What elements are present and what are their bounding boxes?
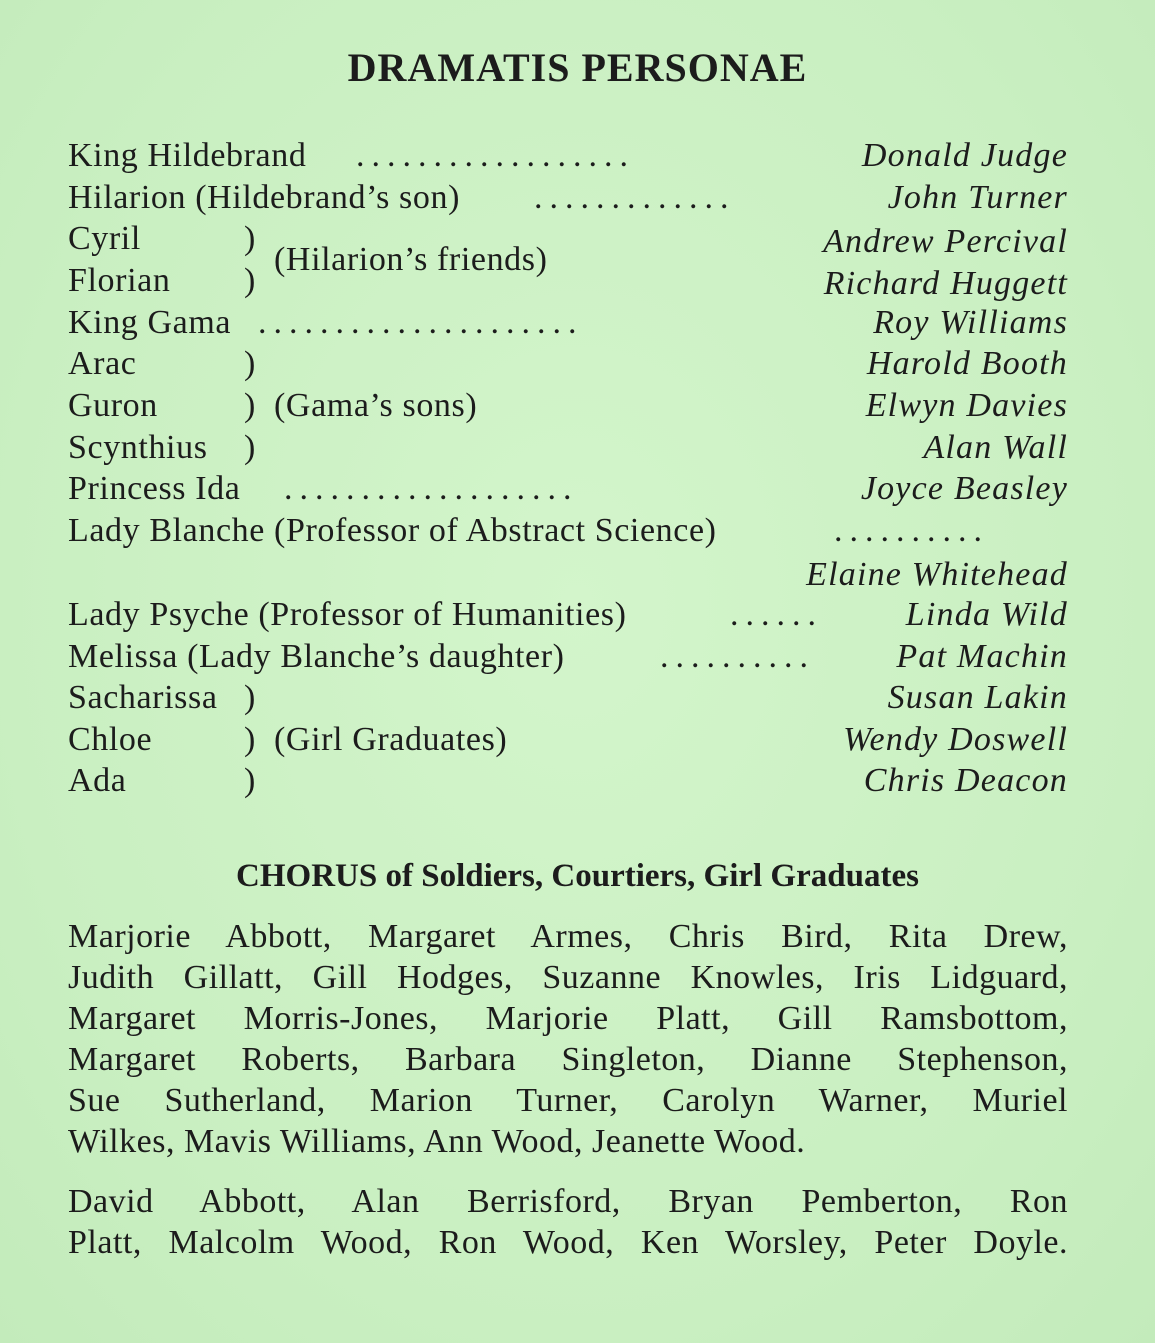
role-name: King Hildebrand: [68, 137, 307, 174]
role-name: Princess Ida: [68, 470, 241, 507]
chorus-line: Marjorie Abbott, Margaret Armes, Chris Bird, Rita Drew,: [68, 918, 1068, 955]
role-name: Lady Blanche (Professor of Abstract Science): [68, 512, 717, 549]
bracket: ): [244, 345, 256, 382]
chorus-line: Platt, Malcolm Wood, Ron Wood, Ken Worsley, Peter Doyle.: [68, 1224, 1068, 1261]
role-name: Guron: [68, 387, 158, 424]
actor-name: Andrew Percival: [823, 223, 1068, 260]
role-name: King Gama: [68, 304, 232, 341]
actor-name: Roy Williams: [873, 304, 1068, 341]
cast-row: [68, 636, 1068, 678]
bracket: ): [244, 387, 256, 424]
chorus-line: Sue Sutherland, Marion Turner, Carolyn Warner, Muriel: [68, 1082, 1068, 1119]
cast-row: [68, 343, 1068, 385]
role-name: Chloe: [68, 721, 153, 758]
chorus-women-paragraph: [68, 916, 1068, 1162]
leader-dots: ...................: [284, 470, 579, 507]
actor-name: Harold Booth: [866, 345, 1068, 382]
group-note: (Gama’s sons): [274, 387, 478, 424]
leader-dots: .....................: [258, 304, 584, 341]
cast-row: [68, 719, 1068, 761]
role-name: Sacharissa: [68, 679, 218, 716]
role-name: Melissa (Lady Blanche’s daughter): [68, 638, 565, 675]
cast-row: [68, 218, 1068, 278]
actor-name: Chris Deacon: [863, 762, 1068, 799]
cast-row: [68, 135, 1068, 177]
bracket: ): [244, 220, 256, 257]
bracket: ): [244, 429, 256, 466]
cast-row: [68, 385, 1068, 427]
chorus-men-paragraph: [68, 1181, 1068, 1263]
bracket: ): [244, 262, 256, 299]
leader-dots: ..................: [356, 137, 635, 174]
chorus-line: Judith Gillatt, Gill Hodges, Suzanne Knowles, Iris Lidguard,: [68, 959, 1068, 996]
role-name: Hilarion (Hildebrand’s son): [68, 179, 461, 216]
bracket: ): [244, 679, 256, 716]
cast-row: [68, 302, 1068, 344]
actor-name: Elwyn Davies: [865, 387, 1068, 424]
leader-dots: ......: [730, 596, 823, 633]
actor-name: Wendy Doswell: [843, 721, 1068, 758]
actor-name: Donald Judge: [861, 137, 1068, 174]
actor-name: John Turner: [887, 179, 1068, 216]
role-name: Lady Psyche (Professor of Humanities): [68, 596, 627, 633]
chorus-heading: CHORUS of Soldiers, Courtiers, Girl Graduates: [236, 858, 919, 894]
cast-row: [68, 468, 1068, 510]
chorus-line: David Abbott, Alan Berrisford, Bryan Pemberton, Ron: [68, 1183, 1068, 1220]
cast-row: [68, 260, 1068, 302]
chorus-line: Margaret Roberts, Barbara Singleton, Dianne Stephenson,: [68, 1041, 1068, 1078]
cast-row: [68, 427, 1068, 469]
actor-name: Pat Machin: [896, 638, 1068, 675]
role-name: Scynthius: [68, 429, 208, 466]
actor-name: Joyce Beasley: [860, 470, 1068, 507]
chorus-line: Wilkes, Mavis Williams, Ann Wood, Jeanette Wood.: [68, 1123, 806, 1160]
cast-row: [68, 760, 1068, 802]
bracket: ): [244, 721, 256, 758]
role-name: Florian: [68, 262, 171, 299]
cast-row-continuation: [68, 554, 1068, 596]
group-note: (Hilarion’s friends): [274, 241, 548, 278]
actor-name: Linda Wild: [905, 596, 1068, 633]
leader-dots: .............: [534, 179, 736, 216]
group-note: (Girl Graduates): [274, 721, 508, 758]
cast-row: [68, 177, 1068, 219]
cast-row: [68, 677, 1068, 719]
actor-name: Elaine Whitehead: [806, 556, 1068, 593]
actor-name: Susan Lakin: [887, 679, 1068, 716]
bracket: ): [244, 762, 256, 799]
role-name: Cyril: [68, 220, 141, 257]
page-title: DRAMATIS PERSONAE: [347, 45, 808, 90]
cast-row: [68, 510, 1068, 552]
role-name: Ada: [68, 762, 127, 799]
role-name: Arac: [68, 345, 137, 382]
chorus-line: Margaret Morris-Jones, Marjorie Platt, Gill Ramsbottom,: [68, 1000, 1068, 1037]
cast-row: [68, 594, 1068, 636]
actor-name: Richard Huggett: [823, 265, 1068, 302]
leader-dots: ..........: [660, 638, 815, 675]
leader-dots: ..........: [834, 512, 989, 549]
actor-name: Alan Wall: [923, 429, 1068, 466]
